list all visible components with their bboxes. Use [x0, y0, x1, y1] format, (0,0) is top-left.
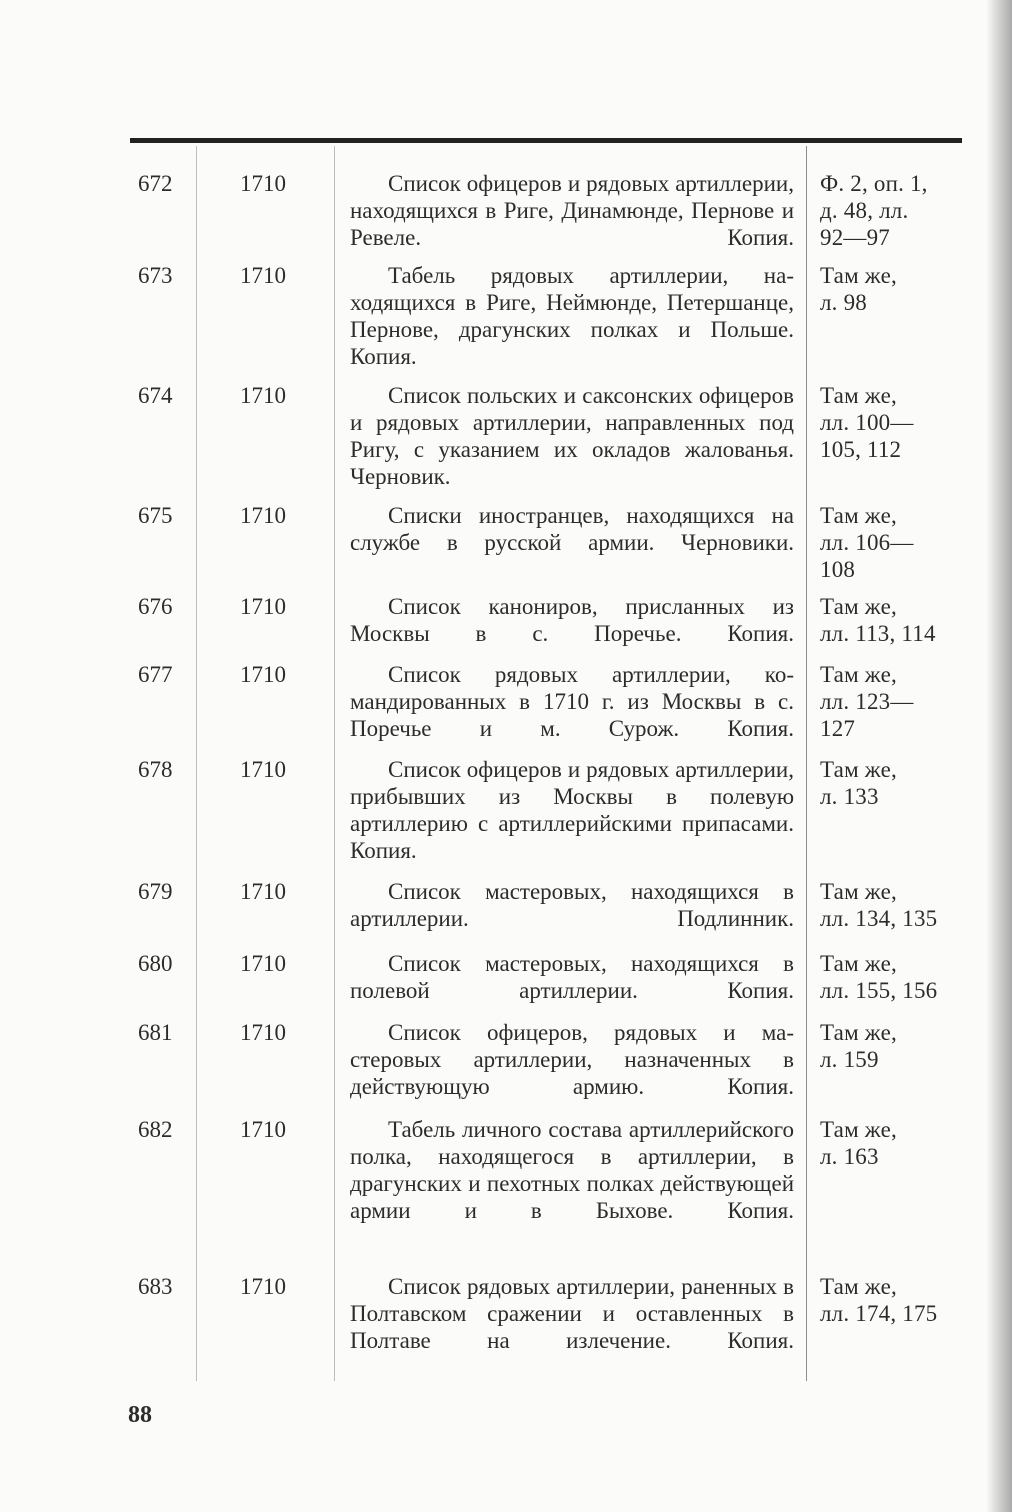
table-row — [132, 170, 972, 262]
entry-description: Табель личного состава артиллерийского полка, находящегося в артиллерии, в драгунских и пехотных полках действующей армии и в Быхове. Копия. — [350, 1117, 794, 1223]
entry-number: 679 — [138, 879, 173, 904]
entry-number: 676 — [138, 594, 173, 619]
entry-description: Список мастеровых, находящихся в полевой артиллерии. Копия. — [350, 951, 794, 1003]
entry-year: 1710 — [240, 1117, 286, 1142]
entry-description: Список офицеров и рядовых артиллерии, прибывших из Москвы в полевую артиллерию с артиллерийскими припасами. Копия. — [350, 757, 794, 863]
entry-year: 1710 — [240, 594, 286, 619]
entry-year: 1710 — [240, 757, 286, 782]
entry-number: 672 — [138, 171, 173, 196]
archive-reference: Там же, л. 163 — [820, 1117, 897, 1169]
entry-number: 681 — [138, 1020, 173, 1045]
archive-reference: Там же, лл. 134, 135 — [820, 879, 938, 931]
archive-reference: Там же, лл. 174, 175 — [820, 1274, 938, 1326]
inventory-table — [132, 170, 972, 1383]
entry-number: 682 — [138, 1117, 173, 1142]
entry-year: 1710 — [240, 1020, 286, 1045]
entry-year: 1710 — [240, 503, 286, 528]
entry-description: Список рядовых артиллерии, раненных в Полтавском сражении и оставленных в Полтаве на излечение. Копия. — [350, 1274, 794, 1353]
table-row — [132, 1116, 972, 1273]
entry-year: 1710 — [240, 951, 286, 976]
entry-number: 680 — [138, 951, 173, 976]
table-row — [132, 502, 972, 593]
table-row — [132, 1019, 972, 1116]
page-number: 88 — [128, 1402, 152, 1428]
entry-year: 1710 — [240, 263, 286, 288]
entry-description: Список польских и саксонских офицеров и рядовых артиллерии, направленных под Ригу, с указанием их окладов жалованья. Черновик. — [350, 383, 794, 489]
entry-number: 675 — [138, 503, 173, 528]
table-row — [132, 593, 972, 661]
entry-number: 673 — [138, 263, 173, 288]
table-row — [132, 382, 972, 502]
table-row — [132, 756, 972, 878]
page-edge-shadow — [986, 0, 1012, 1512]
archive-reference: Там же, лл. 100— 105, 112 — [820, 383, 914, 462]
archive-reference: Там же, лл. 106— 108 — [820, 503, 914, 582]
table-top-rule — [130, 138, 962, 143]
archive-reference: Там же, л. 159 — [820, 1020, 897, 1072]
entry-description: Список офицеров, рядовых и мастеровых артиллерии, назначенных в действующую армию. Копия. — [350, 1020, 794, 1099]
entry-description: Список рядовых артиллерии, командированных в 1710 г. из Москвы в с. Поречье и м. Сурож. Копия. — [350, 662, 794, 741]
archive-reference: Там же, лл. 155, 156 — [820, 951, 938, 1003]
archive-reference: Там же, л. 133 — [820, 757, 897, 809]
entry-description: Списки иностранцев, находящихся на службе в русской армии. Черновики. — [350, 503, 794, 555]
archive-reference: Там же, л. 98 — [820, 263, 897, 315]
entry-description: Табель рядовых артиллерии, находящихся в Риге, Неймюнде, Петершанце, Пернове, драгунских полках и Польше. Копия. — [350, 263, 794, 369]
entry-description: Список офицеров и рядовых артиллерии, находящихся в Риге, Динамюнде, Пернове и Ревеле. Копия. — [350, 171, 794, 250]
entry-year: 1710 — [240, 879, 286, 904]
entry-number: 677 — [138, 662, 173, 687]
entry-description: Список канониров, присланных из Москвы в с. Поречье. Копия. — [350, 594, 794, 646]
entry-number: 674 — [138, 383, 173, 408]
entry-year: 1710 — [240, 171, 286, 196]
entry-year: 1710 — [240, 1274, 286, 1299]
archive-reference: Там же, лл. 123— 127 — [820, 662, 914, 741]
entry-number: 683 — [138, 1274, 173, 1299]
archive-reference: Там же, лл. 113, 114 — [820, 594, 936, 646]
archive-reference: Ф. 2, оп. 1, д. 48, лл. 92—97 — [820, 171, 928, 250]
table-row — [132, 661, 972, 756]
entry-year: 1710 — [240, 383, 286, 408]
table-row — [132, 878, 972, 950]
entry-year: 1710 — [240, 662, 286, 687]
table-row — [132, 950, 972, 1019]
entry-number: 678 — [138, 757, 173, 782]
entry-description: Список мастеровых, находящихся в артиллерии. Подлинник. — [350, 879, 794, 931]
table-row — [132, 1273, 972, 1383]
table-row — [132, 262, 972, 382]
